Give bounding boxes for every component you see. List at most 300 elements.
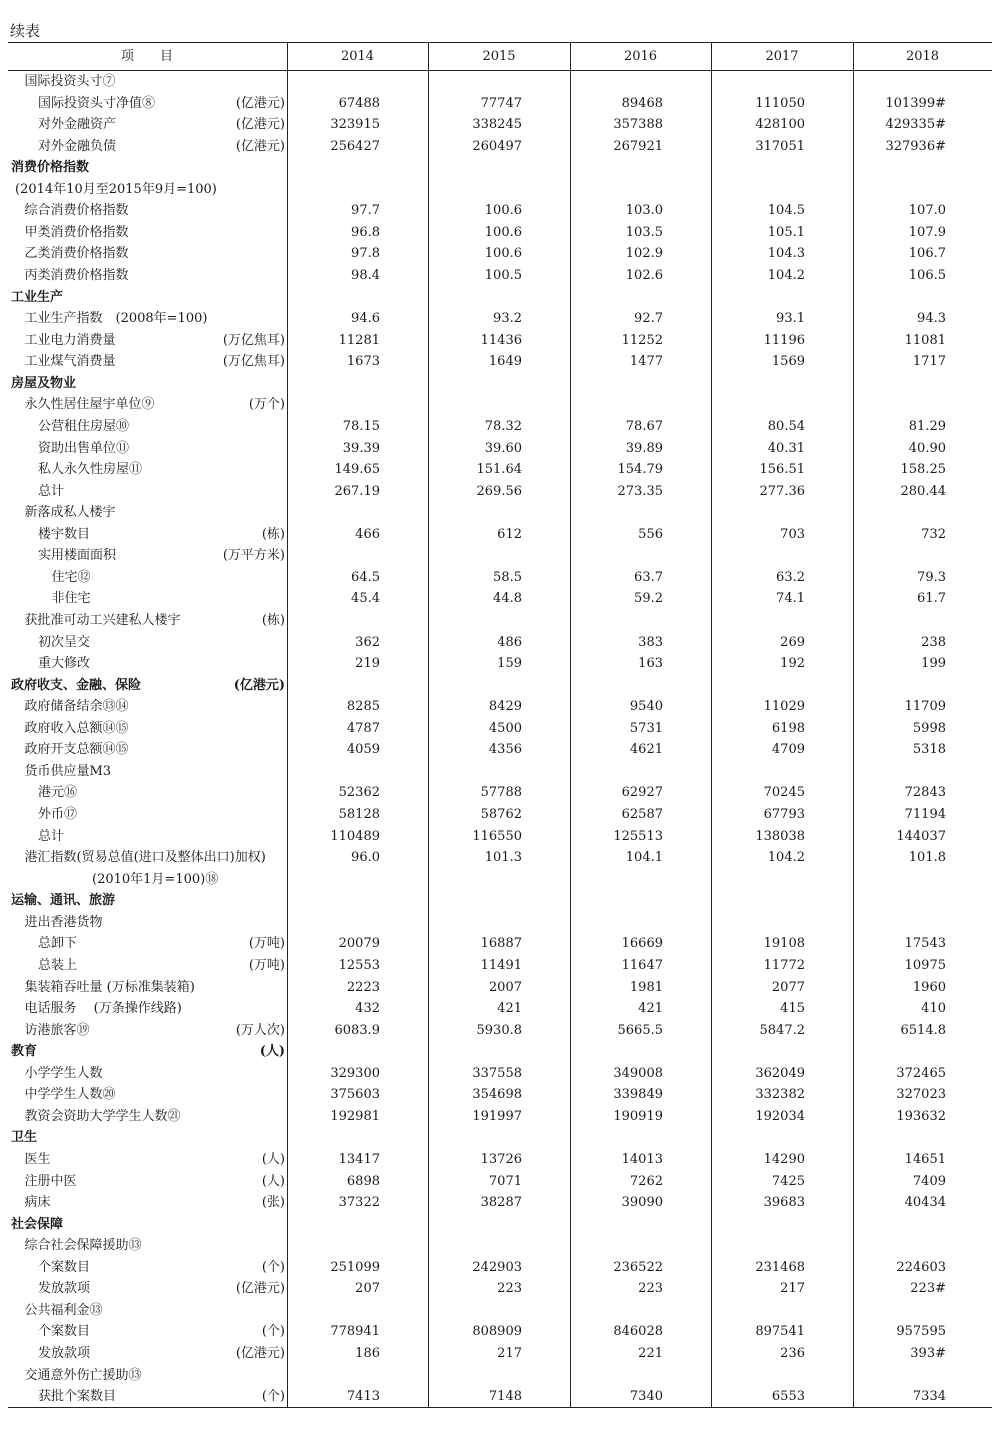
row-label: (2014年10月至2015年9月=100) bbox=[15, 181, 217, 197]
cell-2015: 100.5 bbox=[484, 268, 522, 284]
cell-2015: 100.6 bbox=[484, 203, 522, 219]
cell-2017: 104.2 bbox=[767, 268, 805, 284]
cell-2017: 63.2 bbox=[776, 569, 805, 585]
cell-2016: 78.67 bbox=[625, 418, 663, 434]
table-row bbox=[0, 567, 993, 589]
cell-2014: 96.8 bbox=[351, 224, 380, 240]
row-label: 小学学生人数 bbox=[24, 1065, 103, 1081]
table-row bbox=[0, 157, 993, 179]
table-row bbox=[0, 804, 993, 826]
cell-2015: 260497 bbox=[472, 138, 522, 154]
row-label: 港汇指数(贸易总值(进口及整体出口)加权) bbox=[24, 850, 266, 866]
row-label: 公营租住房屋⑩ bbox=[38, 418, 130, 434]
cell-2017: 67793 bbox=[763, 807, 805, 823]
table-row bbox=[0, 222, 993, 244]
table-row bbox=[0, 308, 993, 330]
cell-2016: 63.7 bbox=[634, 569, 663, 585]
table-row bbox=[0, 394, 993, 416]
cell-2014: 778941 bbox=[330, 1324, 380, 1340]
cell-2016: 104.1 bbox=[625, 850, 663, 866]
row-label: 国际投资头寸净值⑧ bbox=[38, 95, 156, 111]
cell-2014: 6083.9 bbox=[334, 1022, 380, 1038]
cell-2018: 327023 bbox=[896, 1087, 946, 1103]
row-label: 发放款项 bbox=[38, 1281, 91, 1297]
cell-2018: 81.29 bbox=[908, 418, 946, 434]
cell-2014: 11281 bbox=[338, 332, 380, 348]
table-header bbox=[8, 43, 992, 70]
table-row bbox=[0, 912, 993, 934]
cell-2015: 4356 bbox=[488, 742, 522, 758]
row-label: 房屋及物业 bbox=[11, 375, 77, 391]
table-row bbox=[0, 1343, 993, 1365]
cell-2017: 70245 bbox=[763, 785, 805, 801]
cell-2017: 332382 bbox=[755, 1087, 805, 1103]
table-row bbox=[0, 1278, 993, 1300]
cell-2015: 808909 bbox=[472, 1324, 522, 1340]
row-label: 教育 bbox=[11, 1044, 38, 1060]
cell-2016: 5731 bbox=[629, 720, 663, 736]
cell-2014: 186 bbox=[355, 1346, 380, 1362]
row-label: 交通意外伤亡援助⑬ bbox=[24, 1367, 142, 1383]
cell-2016: 92.7 bbox=[634, 311, 663, 327]
row-label: 中学学生人数⑳ bbox=[24, 1087, 116, 1103]
table-row bbox=[0, 933, 993, 955]
table-row bbox=[0, 1063, 993, 1085]
table-row bbox=[0, 1214, 993, 1236]
row-label: 集装箱吞吐量 (万标准集装箱) bbox=[24, 979, 195, 995]
cell-2016: 236522 bbox=[613, 1259, 663, 1275]
cell-2018: 5318 bbox=[912, 742, 946, 758]
cell-2014: 375603 bbox=[330, 1087, 380, 1103]
cell-2014: 20079 bbox=[338, 936, 380, 952]
row-label: 总计 bbox=[38, 483, 65, 499]
row-label: 港元⑯ bbox=[38, 785, 78, 801]
row-label: 对外金融资产 bbox=[38, 117, 117, 133]
cell-2018: 40434 bbox=[904, 1195, 946, 1211]
cell-2014: 52362 bbox=[338, 785, 380, 801]
table-row bbox=[0, 588, 993, 610]
header-year-2018: 2018 bbox=[905, 49, 940, 64]
table-row bbox=[0, 114, 993, 136]
row-label: 工业电力消费量 bbox=[24, 332, 116, 348]
table-row bbox=[0, 1192, 993, 1214]
cell-2015: 100.6 bbox=[484, 246, 522, 262]
table-row bbox=[0, 1127, 993, 1149]
cell-2014: 98.4 bbox=[351, 268, 380, 284]
row-unit: (亿港元) bbox=[235, 1281, 285, 1297]
table-row bbox=[0, 696, 993, 718]
table-row bbox=[0, 1171, 993, 1193]
row-label: 丙类消费价格指数 bbox=[24, 268, 129, 284]
cell-2014: 362 bbox=[355, 634, 380, 650]
table-row bbox=[0, 136, 993, 158]
cell-2016: 39.89 bbox=[625, 440, 663, 456]
row-unit: (亿港元) bbox=[235, 95, 285, 111]
cell-2018: 393# bbox=[910, 1346, 946, 1362]
row-label: 新落成私人楼宇 bbox=[24, 505, 116, 521]
table-row bbox=[0, 847, 993, 869]
row-label: 乙类消费价格指数 bbox=[24, 246, 129, 262]
table-row bbox=[0, 1041, 993, 1063]
table-row bbox=[0, 1365, 993, 1387]
cell-2016: 421 bbox=[638, 1001, 663, 1017]
cell-2014: 45.4 bbox=[351, 591, 380, 607]
cell-2016: 7262 bbox=[629, 1173, 663, 1189]
table-row bbox=[0, 1106, 993, 1128]
header-year-2014: 2014 bbox=[340, 49, 375, 64]
cell-2015: 486 bbox=[497, 634, 522, 650]
row-label: 综合消费价格指数 bbox=[24, 203, 129, 219]
header-year-2017: 2017 bbox=[765, 49, 799, 64]
cell-2018: 40.90 bbox=[908, 440, 946, 456]
cell-2014: 251099 bbox=[330, 1259, 380, 1275]
cell-2014: 149.65 bbox=[334, 462, 380, 478]
cell-2016: 125513 bbox=[613, 828, 663, 844]
row-label: 电话服务 (万条操作线路) bbox=[24, 1001, 182, 1017]
table-row bbox=[0, 1020, 993, 1042]
table-row bbox=[0, 675, 993, 697]
row-label: 卫生 bbox=[11, 1130, 38, 1146]
cell-2017: 19108 bbox=[763, 936, 805, 952]
row-label: 政府开支总额⑭⑮ bbox=[24, 742, 129, 758]
cell-2015: 612 bbox=[497, 526, 522, 542]
cell-2018: 61.7 bbox=[917, 591, 946, 607]
cell-2016: 223 bbox=[638, 1281, 663, 1297]
table-row bbox=[0, 890, 993, 912]
row-unit: (亿港元) bbox=[235, 138, 285, 154]
table-row bbox=[0, 243, 993, 265]
cell-2014: 94.6 bbox=[351, 311, 380, 327]
cell-2017: 156.51 bbox=[759, 462, 805, 478]
cell-2017: 317051 bbox=[755, 138, 805, 154]
cell-2015: 151.64 bbox=[476, 462, 522, 478]
row-label: 工业生产指数 (2008年=100) bbox=[24, 311, 208, 327]
cell-2014: 8285 bbox=[346, 699, 380, 715]
header-year-2015: 2015 bbox=[482, 49, 516, 64]
table-row bbox=[0, 1300, 993, 1322]
table-row bbox=[0, 545, 993, 567]
row-label: 国际投资头寸⑦ bbox=[24, 74, 116, 89]
table-row bbox=[0, 71, 993, 93]
table-row bbox=[0, 653, 993, 675]
cell-2017: 138038 bbox=[755, 828, 805, 844]
cell-2015: 1649 bbox=[488, 354, 522, 370]
row-label: 医生 bbox=[24, 1152, 51, 1167]
cell-2016: 383 bbox=[638, 634, 663, 650]
cell-2014: 96.0 bbox=[351, 850, 380, 866]
cell-2014: 13417 bbox=[338, 1152, 380, 1167]
table-row bbox=[0, 373, 993, 395]
cell-2016: 7340 bbox=[629, 1389, 663, 1405]
row-label: 货币供应量M3 bbox=[24, 763, 112, 779]
row-label: 获批准可动工兴建私人楼宇 bbox=[24, 613, 181, 628]
table-row bbox=[0, 200, 993, 222]
cell-2014: 323915 bbox=[330, 117, 380, 133]
row-label: 消费价格指数 bbox=[11, 160, 90, 176]
cell-2014: 37322 bbox=[338, 1195, 380, 1211]
row-label: 运输、通讯、旅游 bbox=[11, 893, 116, 909]
cell-2016: 190919 bbox=[613, 1108, 663, 1124]
cell-2018: 199 bbox=[921, 656, 946, 672]
table-row bbox=[0, 502, 993, 524]
cell-2015: 354698 bbox=[472, 1087, 522, 1103]
cell-2014: 329300 bbox=[330, 1065, 380, 1081]
row-unit: (万亿焦耳) bbox=[222, 332, 285, 348]
cell-2014: 1673 bbox=[346, 354, 380, 370]
cell-2016: 103.5 bbox=[625, 224, 663, 240]
cell-2017: 105.1 bbox=[767, 224, 805, 240]
table-row bbox=[0, 287, 993, 309]
table-row bbox=[0, 1386, 993, 1408]
cell-2017: 14290 bbox=[763, 1152, 805, 1167]
cell-2014: 432 bbox=[355, 1001, 380, 1017]
cell-2014: 58128 bbox=[338, 807, 380, 823]
cell-2014: 67488 bbox=[338, 95, 380, 111]
row-label: 总计 bbox=[38, 828, 65, 844]
cell-2017: 7425 bbox=[771, 1173, 805, 1189]
cell-2015: 44.8 bbox=[493, 591, 522, 607]
cell-2014: 192981 bbox=[330, 1108, 380, 1124]
cell-2015: 338245 bbox=[472, 117, 522, 133]
cell-2017: 5847.2 bbox=[759, 1022, 805, 1038]
cell-2018: 7409 bbox=[912, 1173, 946, 1189]
cell-2017: 39683 bbox=[763, 1195, 805, 1211]
cell-2016: 89468 bbox=[621, 95, 663, 111]
cell-2018: 106.5 bbox=[908, 268, 946, 284]
cell-2018: 7334 bbox=[912, 1389, 946, 1405]
table-row bbox=[0, 93, 993, 115]
cell-2018: 17543 bbox=[904, 936, 946, 952]
row-unit: (亿港元) bbox=[235, 117, 285, 133]
cell-2016: 39090 bbox=[621, 1195, 663, 1211]
cell-2015: 11491 bbox=[480, 957, 522, 973]
cell-2018: 101.8 bbox=[908, 850, 946, 866]
table-row bbox=[0, 438, 993, 460]
cell-2014: 4059 bbox=[346, 742, 380, 758]
cell-2016: 267921 bbox=[613, 138, 663, 154]
row-label: 永久性居住屋宇单位⑨ bbox=[24, 397, 155, 413]
cell-2018: 1960 bbox=[912, 979, 946, 995]
table-row bbox=[0, 782, 993, 804]
cell-2017: 104.3 bbox=[767, 246, 805, 262]
table-row bbox=[0, 761, 993, 783]
row-unit: (万吨) bbox=[248, 957, 285, 973]
cell-2016: 103.0 bbox=[625, 203, 663, 219]
cell-2018: 94.3 bbox=[917, 311, 946, 327]
cell-2014: 219 bbox=[355, 656, 380, 672]
cell-2016: 4621 bbox=[629, 742, 663, 758]
table-row bbox=[0, 869, 993, 891]
cell-2014: 466 bbox=[355, 526, 380, 542]
cell-2015: 217 bbox=[497, 1346, 522, 1362]
cell-2017: 362049 bbox=[755, 1065, 805, 1081]
row-label: 社会保障 bbox=[11, 1216, 64, 1232]
row-label: 个案数目 bbox=[38, 1259, 91, 1275]
cell-2015: 78.32 bbox=[484, 418, 522, 434]
row-label: 总装上 bbox=[38, 957, 78, 973]
row-label: 注册中医 bbox=[24, 1173, 77, 1189]
table-row bbox=[0, 955, 993, 977]
cell-2014: 12553 bbox=[338, 957, 380, 973]
cell-2017: 4709 bbox=[771, 742, 805, 758]
cell-2016: 357388 bbox=[613, 117, 663, 133]
cell-2014: 97.8 bbox=[351, 246, 380, 262]
cell-2018: 79.3 bbox=[917, 569, 946, 585]
cell-2015: 2007 bbox=[488, 979, 522, 995]
cell-2014: 78.15 bbox=[342, 418, 380, 434]
cell-2016: 163 bbox=[638, 656, 663, 672]
row-unit: (张) bbox=[261, 1195, 285, 1211]
cell-2016: 11647 bbox=[621, 957, 663, 973]
cell-2018: 372465 bbox=[896, 1065, 946, 1081]
bottom-rule bbox=[8, 1407, 992, 1408]
cell-2018: 144037 bbox=[896, 828, 946, 844]
cell-2016: 349008 bbox=[613, 1065, 663, 1081]
cell-2018: 101399# bbox=[885, 95, 946, 111]
row-unit: (万平方米) bbox=[222, 548, 285, 564]
cell-2017: 1569 bbox=[771, 354, 805, 370]
row-unit: (个) bbox=[261, 1259, 285, 1275]
cell-2015: 13726 bbox=[480, 1152, 522, 1167]
table-row bbox=[0, 718, 993, 740]
cell-2016: 16669 bbox=[621, 936, 663, 952]
cell-2017: 11029 bbox=[763, 699, 805, 715]
cell-2015: 4500 bbox=[488, 720, 522, 736]
row-unit: (万个) bbox=[248, 397, 285, 413]
cell-2018: 71194 bbox=[904, 807, 946, 823]
cell-2018: 1717 bbox=[912, 354, 946, 370]
cell-2018: 223# bbox=[910, 1281, 946, 1297]
cell-2015: 8429 bbox=[488, 699, 522, 715]
cell-2015: 223 bbox=[497, 1281, 522, 1297]
row-label: 工业生产 bbox=[11, 289, 64, 305]
cell-2014: 39.39 bbox=[342, 440, 380, 456]
cell-2017: 111050 bbox=[755, 95, 805, 111]
table-row bbox=[0, 459, 993, 481]
cell-2017: 40.31 bbox=[767, 440, 805, 456]
cell-2018: 11081 bbox=[904, 332, 946, 348]
row-label: 实用楼面面积 bbox=[38, 548, 117, 564]
table-row bbox=[0, 1321, 993, 1343]
cell-2015: 16887 bbox=[480, 936, 522, 952]
row-label: 教资会资助大学学生人数㉑ bbox=[24, 1108, 181, 1124]
row-unit: (人) bbox=[259, 1044, 285, 1060]
row-label: 病床 bbox=[24, 1195, 51, 1211]
cell-2017: 74.1 bbox=[776, 591, 805, 607]
cell-2016: 1981 bbox=[629, 979, 663, 995]
table-row bbox=[0, 632, 993, 654]
cell-2018: 107.9 bbox=[908, 224, 946, 240]
cell-2018: 6514.8 bbox=[900, 1022, 946, 1038]
cell-2018: 14651 bbox=[904, 1152, 946, 1167]
cell-2018: 193632 bbox=[896, 1108, 946, 1124]
cell-2016: 556 bbox=[638, 526, 663, 542]
table-row bbox=[0, 1235, 993, 1257]
row-label: (2010年1月=100)⑱ bbox=[92, 871, 219, 887]
cell-2014: 7413 bbox=[346, 1389, 380, 1405]
row-label: 初次呈交 bbox=[38, 634, 91, 650]
cell-2015: 5930.8 bbox=[476, 1022, 522, 1038]
table-row bbox=[0, 977, 993, 999]
cell-2015: 242903 bbox=[472, 1259, 522, 1275]
row-unit: (个) bbox=[261, 1389, 285, 1405]
row-label: 外币⑰ bbox=[38, 807, 78, 823]
row-unit: (亿港元) bbox=[233, 677, 285, 693]
cell-2018: 957595 bbox=[896, 1324, 946, 1340]
cell-2017: 231468 bbox=[755, 1259, 805, 1275]
cell-2017: 2077 bbox=[771, 979, 805, 995]
table-row bbox=[0, 330, 993, 352]
row-label: 总卸下 bbox=[38, 936, 78, 952]
row-label: 住宅⑫ bbox=[51, 569, 91, 585]
table-row bbox=[0, 524, 993, 546]
row-unit: (亿港元) bbox=[235, 1346, 285, 1362]
cell-2017: 104.5 bbox=[767, 203, 805, 219]
row-label: 发放款项 bbox=[38, 1346, 91, 1362]
row-label: 重大修改 bbox=[38, 656, 91, 672]
cell-2017: 80.54 bbox=[767, 418, 805, 434]
cell-2015: 191997 bbox=[472, 1108, 522, 1124]
cell-2018: 732 bbox=[921, 526, 946, 542]
cell-2016: 846028 bbox=[613, 1324, 663, 1340]
row-label: 政府收入总额⑭⑮ bbox=[24, 720, 129, 736]
cell-2018: 5998 bbox=[912, 720, 946, 736]
cell-2018: 238 bbox=[921, 634, 946, 650]
table-row bbox=[0, 998, 993, 1020]
row-label: 工业煤气消费量 bbox=[24, 354, 116, 370]
row-label: 综合社会保障援助⑬ bbox=[24, 1238, 142, 1254]
table-row bbox=[0, 481, 993, 503]
cell-2017: 11196 bbox=[763, 332, 805, 348]
cell-2018: 224603 bbox=[896, 1259, 946, 1275]
cell-2017: 11772 bbox=[763, 957, 805, 973]
row-unit: (人) bbox=[261, 1173, 285, 1189]
cell-2017: 277.36 bbox=[759, 483, 805, 499]
row-unit: (人) bbox=[261, 1152, 285, 1167]
row-unit: (万人次) bbox=[235, 1022, 285, 1038]
cell-2017: 897541 bbox=[755, 1324, 805, 1340]
row-label: 资助出售单位⑪ bbox=[38, 440, 130, 456]
cell-2014: 2223 bbox=[346, 979, 380, 995]
cell-2016: 102.6 bbox=[625, 268, 663, 284]
cell-2017: 269 bbox=[780, 634, 805, 650]
row-label: 进出香港货物 bbox=[24, 914, 103, 930]
cell-2015: 7148 bbox=[488, 1389, 522, 1405]
row-label: 政府储备结余⑬⑭ bbox=[24, 699, 129, 715]
table-row bbox=[0, 1149, 993, 1171]
row-label: 获批个案数目 bbox=[38, 1389, 117, 1405]
cell-2014: 267.19 bbox=[334, 483, 380, 499]
cell-2015: 58.5 bbox=[493, 569, 522, 585]
cell-2014: 256427 bbox=[330, 138, 380, 154]
row-label: 甲类消费价格指数 bbox=[24, 224, 129, 240]
cell-2018: 106.7 bbox=[908, 246, 946, 262]
cell-2015: 93.2 bbox=[493, 311, 522, 327]
cell-2017: 415 bbox=[780, 1001, 805, 1017]
table-row bbox=[0, 610, 993, 632]
cell-2014: 110489 bbox=[330, 828, 380, 844]
cell-2015: 337558 bbox=[472, 1065, 522, 1081]
cell-2016: 62927 bbox=[621, 785, 663, 801]
cell-2018: 72843 bbox=[904, 785, 946, 801]
table-caption: 续表 bbox=[10, 22, 41, 40]
cell-2016: 102.9 bbox=[625, 246, 663, 262]
cell-2017: 104.2 bbox=[767, 850, 805, 866]
cell-2018: 327936# bbox=[885, 138, 946, 154]
cell-2016: 62587 bbox=[621, 807, 663, 823]
cell-2016: 339849 bbox=[613, 1087, 663, 1103]
row-label: 楼宇数目 bbox=[38, 526, 91, 542]
